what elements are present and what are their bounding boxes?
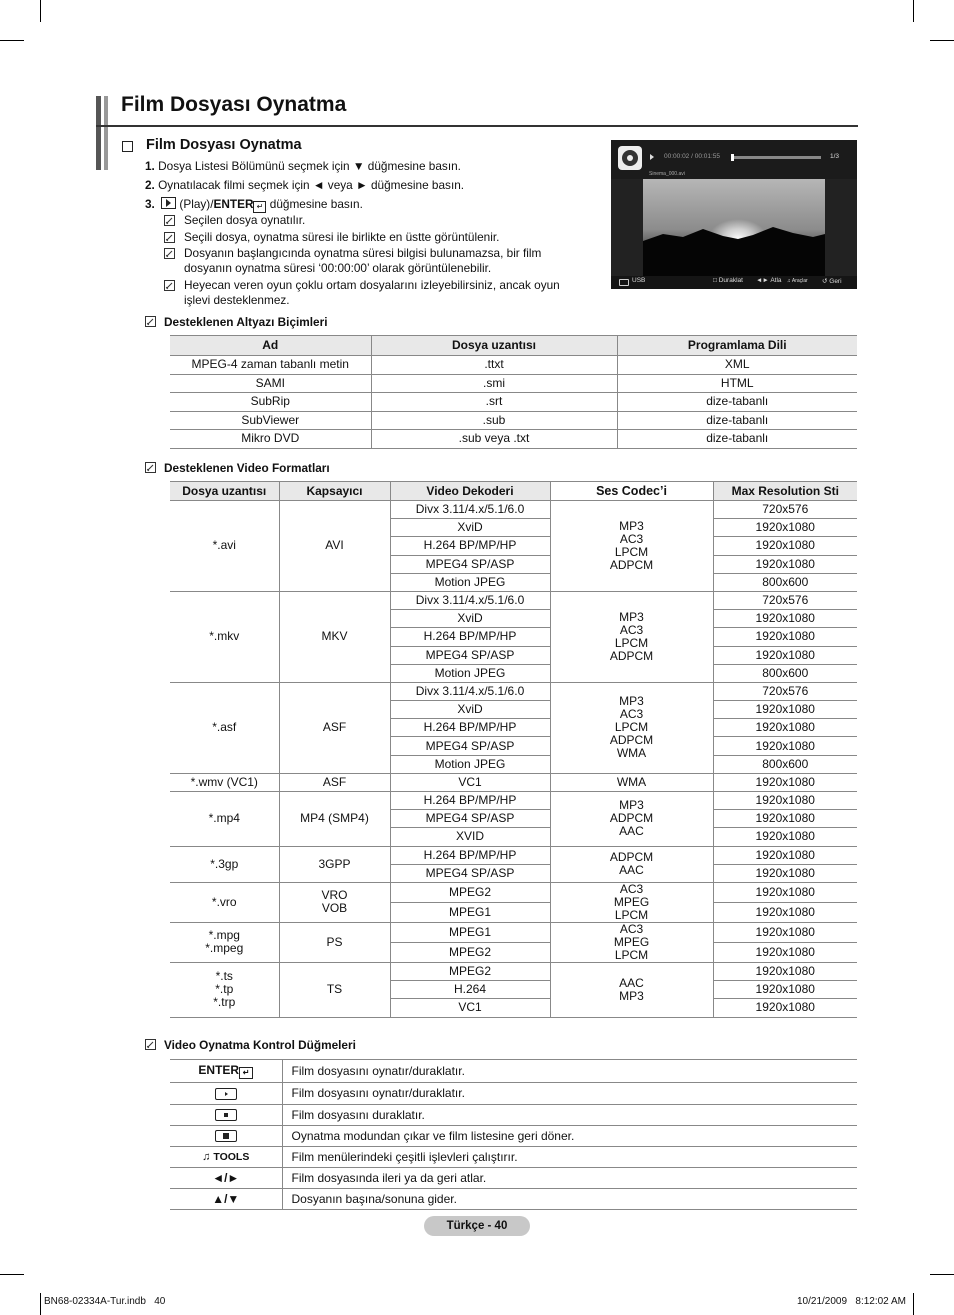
table-cell: .sub [371, 411, 617, 430]
step-3 [145, 197, 363, 213]
table-cell: dize-tabanlı [617, 393, 857, 412]
table-cell: MPEG4 SP/ASP [390, 737, 550, 755]
table-cell: XML [617, 356, 857, 375]
table-cell: 1920x1080 [713, 646, 857, 664]
play-indicator-icon [650, 154, 654, 160]
column-header: Ad [170, 336, 371, 356]
table-cell: 1920x1080 [713, 555, 857, 573]
control-row [170, 1189, 857, 1210]
table-cell: dize-tabanlı [617, 430, 857, 449]
note-text: Seçili dosya, oynatma süresi ile birlikte en üstte görüntülenir. [184, 230, 500, 244]
note-icon [145, 1039, 156, 1050]
table-cell: Motion JPEG [390, 573, 550, 591]
table-cell: MPEG2 [390, 942, 550, 962]
table-cell: WMA [550, 773, 713, 791]
step-number: 1. [145, 159, 155, 173]
table-cell: 800x600 [713, 573, 857, 591]
table-cell: MPEG4 SP/ASP [390, 555, 550, 573]
note-text-cont: işlevi desteklenmez. [184, 293, 290, 307]
enter-label: ENTER [213, 197, 254, 211]
table-cell: *.3gp [170, 846, 279, 882]
table-cell: 720x576 [713, 591, 857, 609]
table-cell: AC3 MPEG LPCM [550, 922, 713, 962]
table-cell: 1920x1080 [713, 902, 857, 922]
table-row [170, 922, 857, 942]
table-cell: XVID [390, 828, 550, 846]
note-icon [145, 462, 156, 473]
table-row [170, 430, 857, 449]
crop-mark [40, 1293, 41, 1315]
control-row [170, 1126, 857, 1147]
step-text: düğmesine basın. [269, 197, 363, 211]
note-text: Heyecan veren oyun çoklu ortam dosyalarını izleyebilirsiniz, ancak oyun [184, 278, 560, 292]
table-cell: ASF [279, 773, 390, 791]
table-cell: MP3 AC3 LPCM ADPCM [550, 591, 713, 682]
play-label: (Play)/ [179, 197, 214, 211]
table-cell: 1920x1080 [713, 628, 857, 646]
table-cell: 720x576 [713, 682, 857, 700]
table-cell: Divx 3.11/4.x/5.1/6.0 [390, 682, 550, 700]
table-cell: 1920x1080 [713, 846, 857, 864]
table-cell: 1920x1080 [713, 810, 857, 828]
controls-table [170, 1059, 857, 1210]
table-cell: SubViewer [170, 411, 371, 430]
video-formats-heading: Desteklenen Video Formatları [145, 461, 330, 475]
table-row [170, 846, 857, 864]
page-number: Türkçe - 40 [424, 1216, 530, 1236]
table-cell: H.264 [390, 981, 550, 999]
pause-control: □ Duraklat [713, 277, 743, 284]
progress-bar [731, 156, 821, 159]
control-key [170, 1105, 282, 1126]
control-desc: Film dosyasını oynatır/duraklatır. [282, 1060, 857, 1083]
table-row [170, 393, 857, 412]
table-row [170, 962, 857, 980]
table-cell: H.264 BP/MP/HP [390, 628, 550, 646]
table-cell: 1920x1080 [713, 828, 857, 846]
control-desc: Film dosyasında ileri ya da geri atlar. [282, 1168, 857, 1189]
table-row [170, 882, 857, 902]
control-desc: Oynatma modundan çıkar ve film listesine geri döner. [282, 1126, 857, 1147]
control-desc: Film dosyasını oynatır/duraklatır. [282, 1083, 857, 1105]
table-cell: .ttxt [371, 356, 617, 375]
column-header: Ses Codec’i [550, 482, 713, 501]
playback-time: 00:00:02 / 00:01:55 [664, 153, 721, 160]
screen-info-bar [611, 140, 857, 179]
step-text: Dosya Listesi Bölümünü seçmek için ▼ düğmesine basın. [158, 159, 461, 173]
table-row [170, 591, 857, 609]
table-row [170, 501, 857, 519]
table-cell: H.264 BP/MP/HP [390, 719, 550, 737]
crop-mark [40, 0, 41, 22]
note-text-cont: dosyanın oynatma süresi ‘00:00:00’ olarak görüntülenebilir. [184, 261, 492, 275]
table-cell: 1920x1080 [713, 942, 857, 962]
source-label: USB [632, 277, 646, 284]
column-header: Kapsayıcı [279, 482, 390, 501]
table-cell: *.mkv [170, 591, 279, 682]
crop-mark [930, 1274, 954, 1275]
control-row [170, 1147, 857, 1168]
table-cell: TS [279, 962, 390, 1017]
control-key [170, 1083, 282, 1105]
table-cell: 1920x1080 [713, 773, 857, 791]
control-key: ENTER ↵ [170, 1060, 282, 1083]
table-cell: 1920x1080 [713, 610, 857, 628]
file-name: Sinema_000.avi [649, 171, 685, 177]
note-text: Seçilen dosya oynatılır. [184, 213, 306, 227]
table-cell: *.ts *.tp *.trp [170, 962, 279, 1017]
crop-mark [913, 1293, 914, 1315]
table-cell: MP3 AC3 LPCM ADPCM [550, 501, 713, 592]
crop-mark [930, 40, 954, 41]
table-row [170, 773, 857, 791]
table-cell: HTML [617, 374, 857, 393]
table-cell: *.mpg *.mpeg [170, 922, 279, 962]
page-title: Film Dosyası Oynatma [121, 93, 347, 116]
controls-heading: Video Oynatma Kontrol Düğmeleri [145, 1038, 356, 1052]
table-cell: ADPCM AAC [550, 846, 713, 882]
column-header: Dosya uzantısı [371, 336, 617, 356]
column-header: Dosya uzantısı [170, 482, 279, 501]
table-cell: Motion JPEG [390, 755, 550, 773]
table-cell: XviD [390, 519, 550, 537]
table-cell: 1920x1080 [713, 737, 857, 755]
table-cell: H.264 BP/MP/HP [390, 537, 550, 555]
table-row [170, 356, 857, 375]
table-cell: 800x600 [713, 755, 857, 773]
section-title: Film Dosyası Oynatma [146, 137, 302, 153]
video-formats-table [170, 481, 857, 1018]
table-cell: *.vro [170, 882, 279, 922]
table-cell: VC1 [390, 773, 550, 791]
table-cell: Divx 3.11/4.x/5.1/6.0 [390, 501, 550, 519]
table-cell: 1920x1080 [713, 962, 857, 980]
note-icon [164, 248, 175, 259]
table-cell: MPEG2 [390, 882, 550, 902]
control-row [170, 1083, 857, 1105]
table-cell: H.264 BP/MP/HP [390, 792, 550, 810]
play-button-icon [161, 197, 176, 209]
table-cell: 800x600 [713, 664, 857, 682]
crop-mark [913, 0, 914, 22]
step-number: 3. [145, 197, 155, 211]
table-cell: AAC MP3 [550, 962, 713, 1017]
file-count: 1/3 [830, 153, 840, 160]
note-item [164, 246, 541, 261]
table-cell: 1920x1080 [713, 922, 857, 942]
note-icon [164, 280, 175, 291]
subtitle-formats-table [170, 335, 857, 449]
title-rule [96, 125, 858, 127]
table-cell: 1920x1080 [713, 719, 857, 737]
film-reel-icon [618, 146, 642, 170]
table-cell: SubRip [170, 393, 371, 412]
enter-icon: ↵ [239, 1067, 253, 1079]
table-cell: AVI [279, 501, 390, 592]
table-cell: MP3 ADPCM AAC [550, 792, 713, 847]
table-cell: 1920x1080 [713, 792, 857, 810]
table-cell: 1920x1080 [713, 519, 857, 537]
enter-icon: ↵ [253, 201, 266, 213]
column-header: Video Dekoderi [390, 482, 550, 501]
control-desc: Film menülerindeki çeşitli işlevleri çalıştırır. [282, 1147, 857, 1168]
footer-file: BN68-02334A-Tur.indb 40 [44, 1296, 166, 1307]
step-number: 2. [145, 178, 155, 192]
table-cell: Divx 3.11/4.x/5.1/6.0 [390, 591, 550, 609]
step-text: Oynatılacak filmi seçmek için ◄ veya ► düğmesine basın. [158, 178, 465, 192]
table-cell: MPEG2 [390, 962, 550, 980]
table-cell: MP3 AC3 LPCM ADPCM WMA [550, 682, 713, 773]
table-cell: Mikro DVD [170, 430, 371, 449]
table-row [170, 374, 857, 393]
note-item [164, 230, 499, 245]
table-cell: 1920x1080 [713, 999, 857, 1017]
step-1 [145, 159, 461, 173]
control-row [170, 1105, 857, 1126]
table-cell: .srt [371, 393, 617, 412]
note-icon [164, 232, 175, 243]
table-cell: Motion JPEG [390, 664, 550, 682]
table-cell: AC3 MPEG LPCM [550, 882, 713, 922]
note-icon [145, 316, 156, 327]
control-key: ♫ TOOLS [170, 1147, 282, 1168]
column-header: Programlama Dili [617, 336, 857, 356]
table-cell: MKV [279, 591, 390, 682]
crop-mark [0, 1274, 24, 1275]
movie-still-image [643, 179, 825, 276]
table-cell: MP4 (SMP4) [279, 792, 390, 847]
table-cell: dize-tabanlı [617, 411, 857, 430]
subtitle-formats-heading: Desteklenen Altyazı Biçimleri [145, 315, 327, 329]
tools-control: ♫ Araçlar [787, 278, 808, 284]
table-cell: MPEG4 SP/ASP [390, 646, 550, 664]
table-cell: MPEG1 [390, 922, 550, 942]
control-key: ◄/► [170, 1168, 282, 1189]
note-text: Dosyanın başlangıcında oynatma süresi bilgisi bulunamazsa, bir film [184, 246, 542, 260]
table-cell: 1920x1080 [713, 701, 857, 719]
back-control: ↺ Geri [822, 278, 842, 285]
header-bar [104, 96, 108, 170]
control-desc: Film dosyasını duraklatır. [282, 1105, 857, 1126]
table-cell: PS [279, 922, 390, 962]
table-cell: .smi [371, 374, 617, 393]
control-desc: Dosyanın başına/sonuna gider. [282, 1189, 857, 1210]
table-cell: H.264 BP/MP/HP [390, 846, 550, 864]
crop-mark [0, 40, 24, 41]
table-row [170, 411, 857, 430]
play-pause-button-icon [215, 1088, 237, 1100]
step-2 [145, 178, 464, 192]
table-cell: VRO VOB [279, 882, 390, 922]
checkbox-icon [122, 141, 133, 152]
header-bar [96, 96, 101, 170]
table-cell: *.asf [170, 682, 279, 773]
table-row [170, 682, 857, 700]
footer-date: 10/21/2009 8:12:02 AM [797, 1296, 906, 1307]
table-cell: *.mp4 [170, 792, 279, 847]
table-cell: 1920x1080 [713, 882, 857, 902]
table-cell: *.wmv (VC1) [170, 773, 279, 791]
table-cell: 1920x1080 [713, 864, 857, 882]
table-cell: .sub veya .txt [371, 430, 617, 449]
table-row [170, 792, 857, 810]
stop-button-icon [215, 1130, 237, 1142]
table-cell: 1920x1080 [713, 537, 857, 555]
table-cell: ASF [279, 682, 390, 773]
table-cell: VC1 [390, 999, 550, 1017]
note-item [164, 213, 305, 228]
table-cell: 1920x1080 [713, 981, 857, 999]
control-row [170, 1060, 857, 1083]
table-cell: MPEG4 SP/ASP [390, 864, 550, 882]
usb-icon [619, 279, 629, 286]
table-cell: XviD [390, 610, 550, 628]
progress-fill [731, 154, 734, 161]
table-cell: 3GPP [279, 846, 390, 882]
tools-icon: ♫ [202, 1150, 211, 1163]
control-key [170, 1126, 282, 1147]
tv-screen-preview [611, 140, 857, 289]
note-icon [164, 215, 175, 226]
column-header: Max Resolution Sti [713, 482, 857, 501]
note-item [164, 278, 560, 293]
mountain-silhouette [643, 179, 825, 276]
table-cell: MPEG-4 zaman tabanlı metin [170, 356, 371, 375]
table-cell: SAMI [170, 374, 371, 393]
table-cell: *.avi [170, 501, 279, 592]
table-cell: MPEG4 SP/ASP [390, 810, 550, 828]
skip-control: ◄► Atla [756, 277, 782, 284]
control-key: ▲/▼ [170, 1189, 282, 1210]
table-cell: MPEG1 [390, 902, 550, 922]
table-cell: XviD [390, 701, 550, 719]
pause-button-icon [215, 1109, 237, 1121]
table-cell: 720x576 [713, 501, 857, 519]
control-row [170, 1168, 857, 1189]
